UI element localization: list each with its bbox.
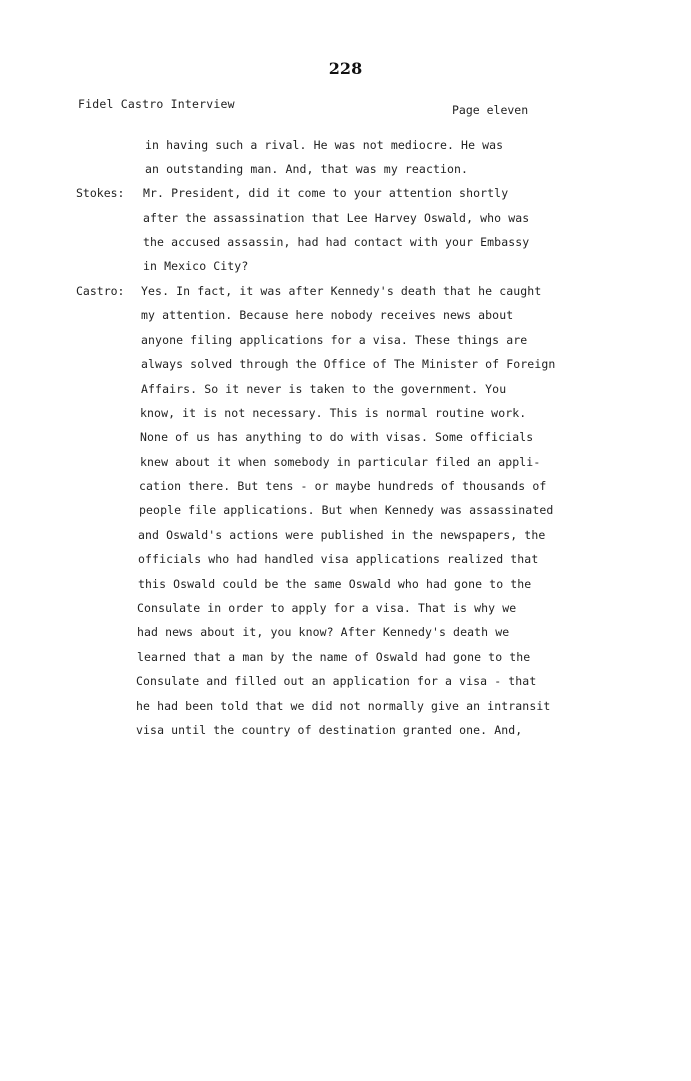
text-line: visa until the country of destination granted one. And, (136, 723, 523, 737)
text-line: Consulate and filled out an application for a visa - that (136, 674, 537, 688)
text-line: this Oswald could be the same Oswald who had gone to the (138, 577, 532, 591)
text-line: Affairs. So it never is taken to the government. You (141, 382, 507, 396)
speaker-label-castro: Castro: (76, 284, 125, 298)
text-line: Mr. President, did it come to your attention shortly (143, 186, 509, 200)
text-line: an outstanding man. And, that was my reaction. (145, 162, 469, 176)
text-line: he had been told that we did not normally give an intransit (136, 699, 551, 713)
speaker-label-stokes: Stokes: (76, 186, 125, 200)
text-line: know, it is not necessary. This is normal routine work. (140, 406, 527, 420)
text-line: cation there. But tens - or maybe hundreds of thousands of (139, 479, 547, 493)
text-line: Consulate in order to apply for a visa. That is why we (137, 601, 517, 615)
text-line: Yes. In fact, it was after Kennedy's death that he caught (141, 284, 542, 298)
text-line: learned that a man by the name of Oswald had gone to the (137, 650, 531, 664)
text-line: people file applications. But when Kennedy was assassinated (139, 503, 554, 517)
text-line: the accused assassin, had had contact with your Embassy (143, 235, 530, 249)
text-line: always solved through the Office of The Minister of Foreign (141, 357, 556, 371)
text-line: None of us has anything to do with visas. Some officials (140, 430, 534, 444)
text-line: knew about it when somebody in particular filed an appli- (140, 455, 541, 469)
text-line: after the assassination that Lee Harvey Oswald, who was (143, 211, 530, 225)
page-label: Page eleven (452, 103, 529, 117)
text-line: and Oswald's actions were published in the newspapers, the (138, 528, 546, 542)
text-line: my attention. Because here nobody receives news about (141, 308, 514, 322)
text-line: in Mexico City? (143, 259, 249, 273)
text-line: had news about it, you know? After Kennedy's death we (137, 625, 510, 639)
text-line: officials who had handled visa applications realized that (138, 552, 539, 566)
document-title: Fidel Castro Interview (78, 97, 235, 111)
text-line: anyone filing applications for a visa. These things are (141, 333, 528, 347)
page-number: 228 (328, 59, 363, 78)
text-line: in having such a rival. He was not mediocre. He was (145, 138, 504, 152)
